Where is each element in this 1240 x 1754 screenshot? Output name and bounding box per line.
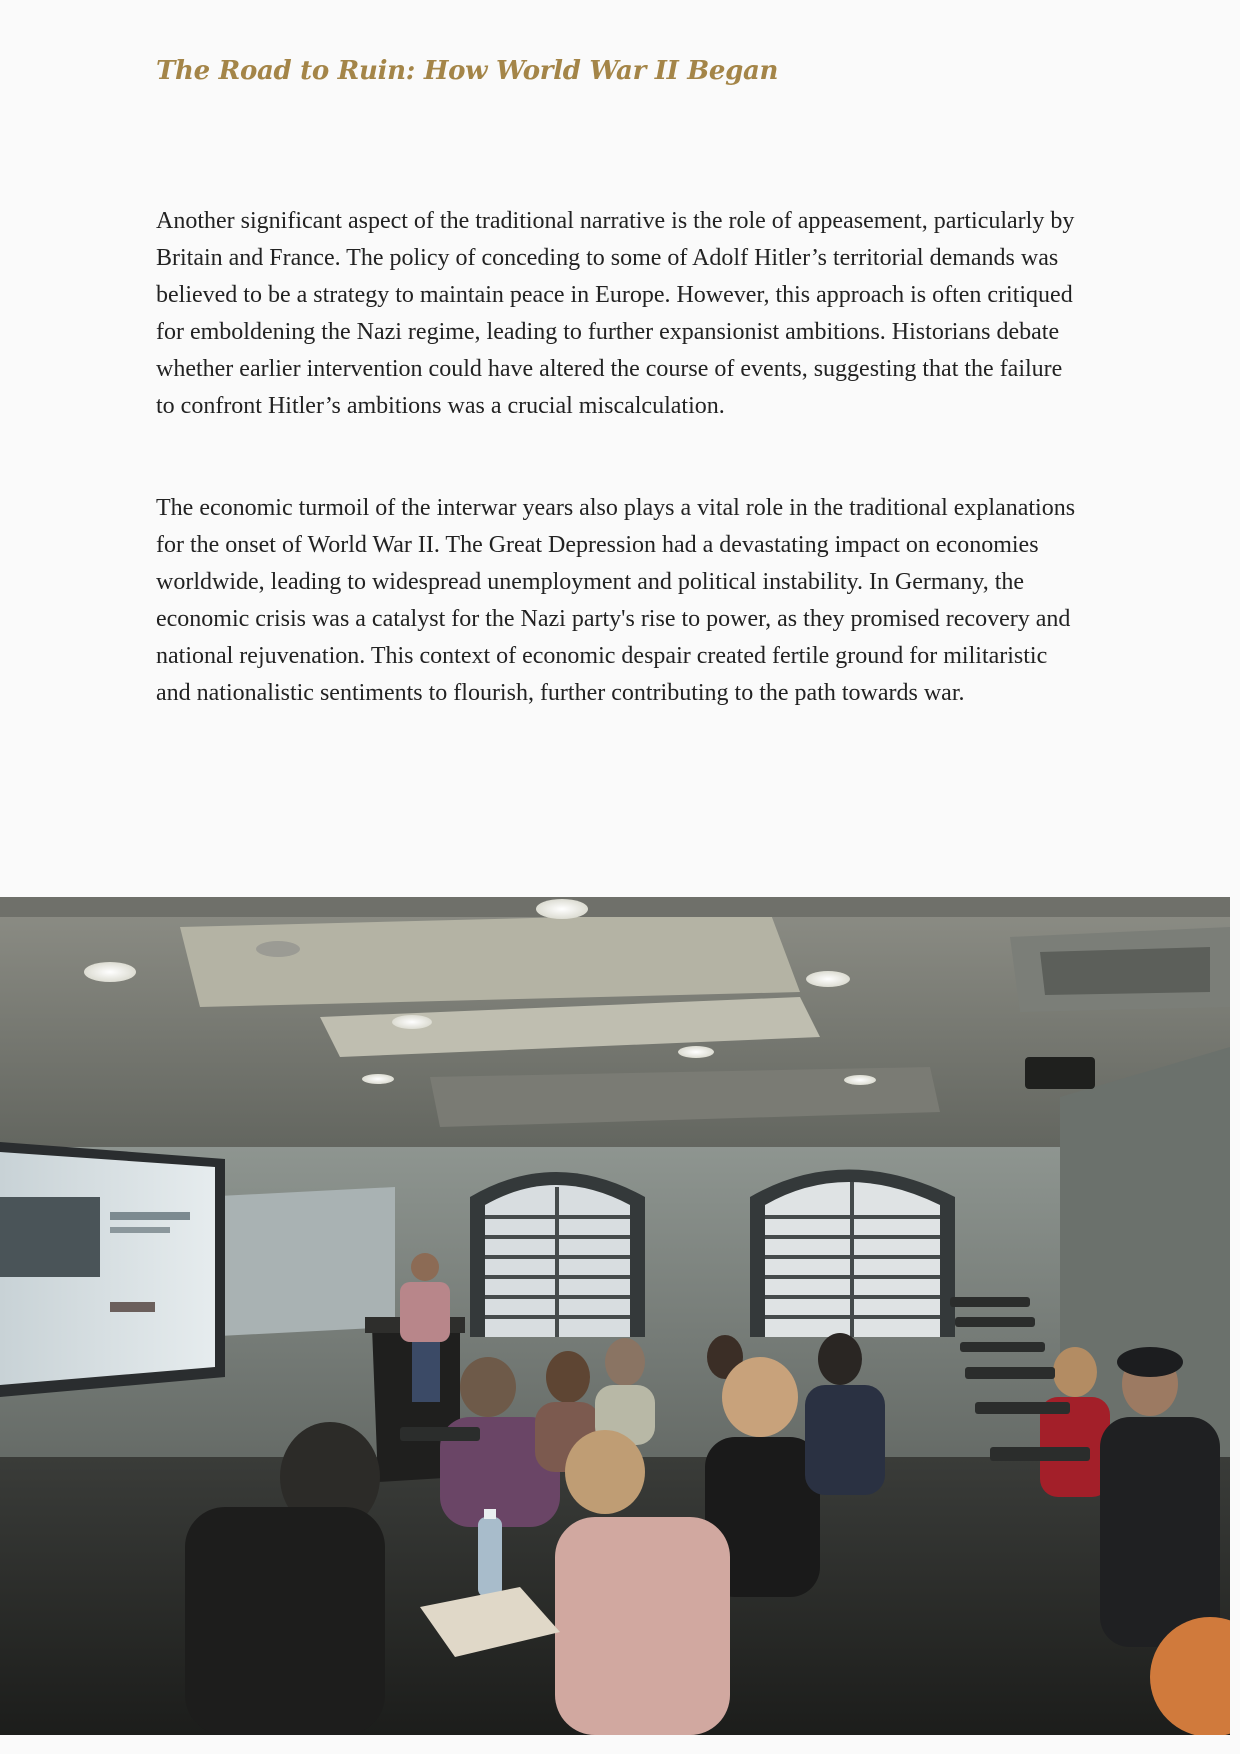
classroom-photo	[0, 897, 1230, 1735]
document-title: The Road to Ruin: How World War II Began	[156, 56, 779, 86]
paragraph-appeasement: Another significant aspect of the traditional narrative is the role of appeasement, particularly by Britain and France. The policy of conceding to some of Adolf Hitler’s territorial demands was believed to be a strategy to maintain peace in Europe. However, this approach is often critiqued for emboldening the Nazi regime, leading to further expansionist ambitions. Historians debate whether earlier intervention could have altered the course of events, suggesting that the failure to confront Hitler’s ambitions was a crucial miscalculation.	[156, 208, 1075, 419]
paragraph-economic-turmoil: The economic turmoil of the interwar years also plays a vital role in the traditional explanations for the onset of World War II. The Great Depression had a devastating impact on economies worldwide, leading to widespread unemployment and political instability. In Germany, the economic crisis was a catalyst for the Nazi party's rise to power, as they promised recovery and national rejuvenation. This context of economic despair created fertile ground for militaristic and nationalistic sentiments to flourish, further contributing to the path towards war.	[156, 495, 1076, 706]
